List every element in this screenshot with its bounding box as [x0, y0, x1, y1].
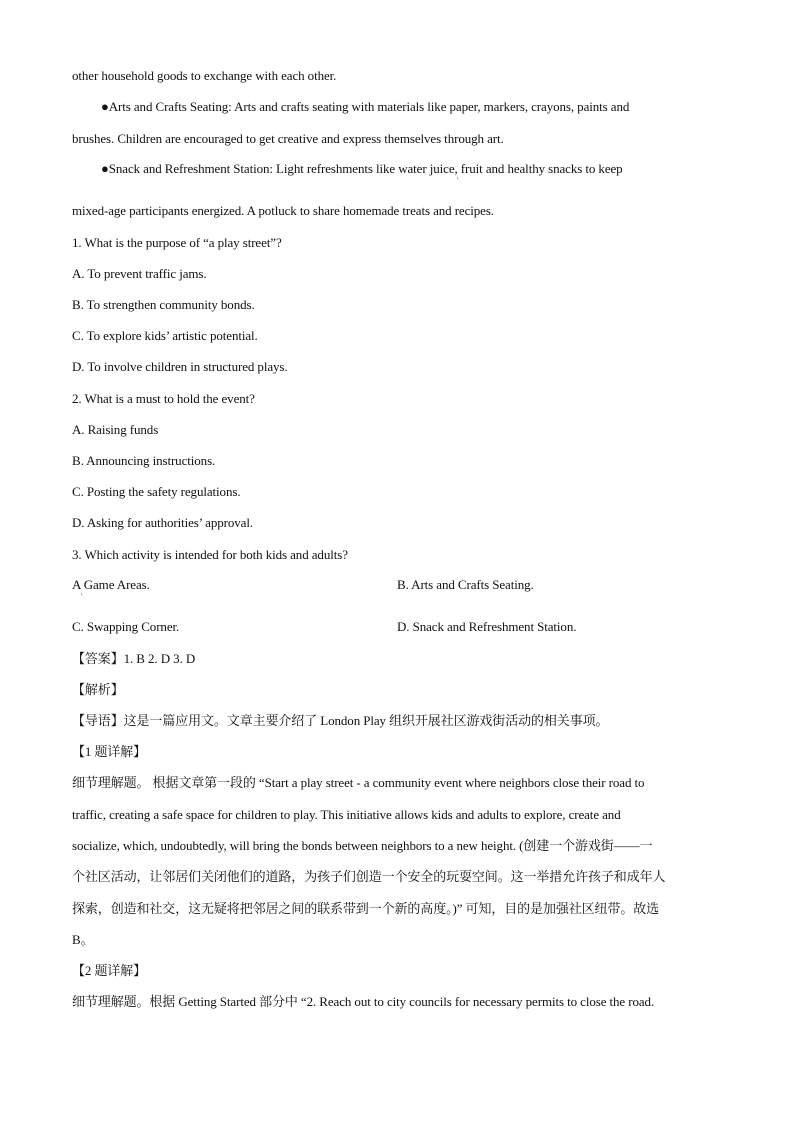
stray-mark: '	[457, 176, 459, 185]
q1-detail-heading: 【1 题详解】	[72, 744, 147, 759]
analysis-line: socialize, which, undoubtedly, will bring the bonds between neighbors to a new height. (创建一个游戏街——一	[72, 838, 653, 853]
analysis-line: 细节理解题。根据 Getting Started 部分中 “2. Reach out to city councils for necessary permits to close the road.	[72, 994, 655, 1009]
option-d: D. Snack and Refreshment Station.	[397, 619, 577, 634]
analysis-line: B。	[72, 932, 94, 947]
option-d: D. Asking for authorities’ approval.	[72, 515, 254, 530]
answer-label: 【答案】	[72, 651, 124, 666]
analysis-intro: 【导语】这是一篇应用文。文章主要介绍了 London Play 组织开展社区游戏街活动的相关事项。	[72, 713, 609, 728]
snack-station-bullet: ●Snack and Refreshment Station: Light refreshments like water juice, fruit and healthy snacks to keep	[101, 161, 623, 176]
analysis-line: 细节理解题。 根据文章第一段的 “Start a play street - a community event where neighbors close their road to	[72, 775, 645, 790]
analysis-line: 探索，创造和社交，这无疑将把邻居之间的联系带到一个新的高度。)” 可知，目的是加强社区纽带。故选	[72, 901, 660, 916]
analysis-label: 【解析】	[72, 682, 124, 697]
question-stem: 3. Which activity is intended for both kids and adults?	[72, 547, 348, 562]
question-stem: 1. What is the purpose of “a play street”?	[72, 235, 282, 250]
answer-text: 1. B 2. D 3. D	[123, 651, 196, 666]
option-a: A Game Areas.	[72, 577, 150, 592]
passage-line: other household goods to exchange with each other.	[72, 68, 337, 83]
answer-line	[72, 651, 195, 667]
option-a: A. To prevent traffic jams.	[72, 266, 207, 281]
passage-line: brushes. Children are encouraged to get creative and express themselves through art.	[72, 131, 504, 146]
question-stem: 2. What is a must to hold the event?	[72, 391, 255, 406]
option-b: B. Arts and Crafts Seating.	[397, 577, 534, 592]
analysis-line: traffic, creating a safe space for children to play. This initiative allows kids and adults to explore, create and	[72, 807, 621, 822]
arts-crafts-bullet: ●Arts and Crafts Seating: Arts and crafts seating with materials like paper, markers, crayons, paints and	[101, 99, 630, 114]
option-c: C. Swapping Corner.	[72, 619, 180, 634]
option-a: A. Raising funds	[72, 422, 159, 437]
stray-mark: '	[81, 592, 83, 601]
option-b: B. To strengthen community bonds.	[72, 297, 255, 312]
option-d: D. To involve children in structured plays.	[72, 359, 288, 374]
option-c: C. To explore kids’ artistic potential.	[72, 328, 258, 343]
analysis-line: 个社区活动，让邻居们关闭他们的道路，为孩子们创造一个安全的玩耍空间。这一举措允许孩子和成年人	[72, 869, 666, 884]
q2-detail-heading: 【2 题详解】	[72, 963, 147, 978]
option-b: B. Announcing instructions.	[72, 453, 216, 468]
option-c: C. Posting the safety regulations.	[72, 484, 241, 499]
passage-line: mixed-age participants energized. A potluck to share homemade treats and recipes.	[72, 203, 494, 218]
